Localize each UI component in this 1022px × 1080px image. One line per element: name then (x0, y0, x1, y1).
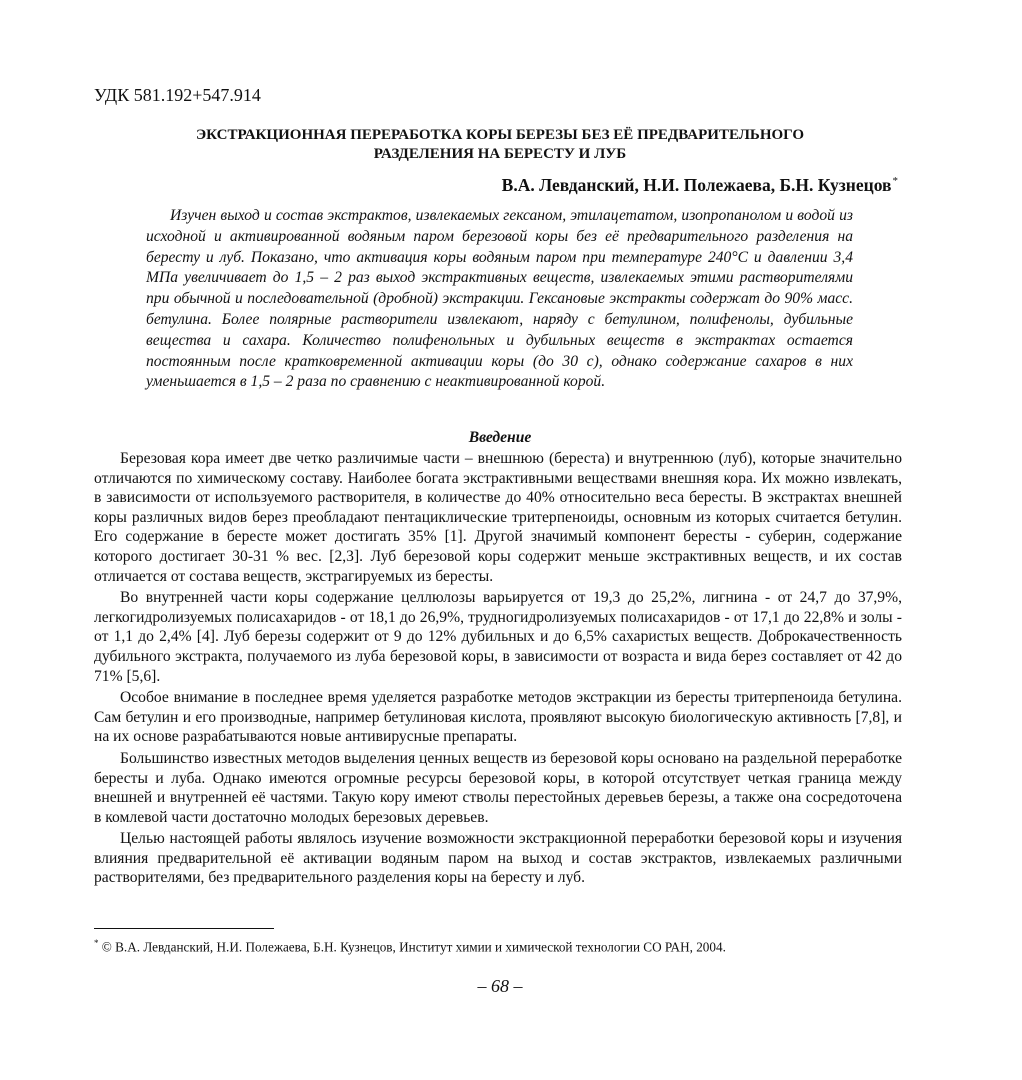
paragraph-1: Березовая кора имеет две четко различимые части – внешнюю (береста) и внутреннюю (луб), которые значительно отличаются по химическому составу. Наиболее богата экстрактивными веществами внешняя кора. Их можно извлекать, в зависимости от используемого растворителя, в количестве до 40% относительно веса бересты. В экстрактах внешней коры различных видов берез преобладают пентациклические тритерпеноиды, основным из которых считается бетулин. Его содержание в бересте может достигать 35% [1]. Другой значимый компонент бересты - суберин, содержание которого достигает 30-31 % вес. [2,3]. Луб березовой коры содержит меньше экстрактивных веществ, и их состав отличается от состава веществ, экстрагируемых из бересты. (94, 450, 902, 585)
title-line-2: РАЗДЕЛЕНИЯ НА БЕРЕСТУ И ЛУБ (373, 146, 627, 162)
authors (502, 175, 898, 196)
author-footnote-mark: * (892, 175, 898, 188)
paragraph-5: Целью настоящей работы являлось изучение возможности экстракционной переработки березовой коры и изучения влияния предварительной её активации водяным паром на выход и состав экстрактов, извлекаемых различными растворителями, без предварительного разделения коры на бересту и луб. (94, 830, 902, 887)
paragraph-4: Большинство известных методов выделения ценных веществ из березовой коры основано на раздельной переработке бересты и луба. Однако имеются огромные ресурсы березовой коры, в которой отсутствует четкая граница между внешней и внутренней её частями. Такую кору имеют стволы перестойных деревьев березы, а также она сосредоточена в комлевой части достаточно молодых березовых деревьев. (94, 749, 902, 826)
title-line-1: ЭКСТРАКЦИОННАЯ ПЕРЕРАБОТКА КОРЫ БЕРЕЗЫ БЕЗ ЕЁ ПРЕДВАРИТЕЛЬНОГО (195, 127, 805, 143)
footnote (94, 938, 726, 955)
paragraph-3: Особое внимание в последнее время уделяется разработке методов экстракции из бересты тритерпеноида бетулина. Сам бетулин и его производные, например бетулиновая кислота, проявляют высокую биологическую активность [7,8], и на их основе разрабатываются новые антивирусные препараты. (94, 689, 902, 746)
udk-code: УДК 581.192+547.914 (94, 85, 261, 105)
footnote-divider (94, 928, 274, 929)
abstract: Изучен выход и состав экстрактов, извлекаемых гексаном, этилацетатом, изопропанолом и водой из исходной и активированной водяным паром березовой коры без её предварительного разделения на бересту и луб. Показано, что активация коры водяным паром при температуре 240°С и давлении 3,4 МПа увеличивает до 1,5 – 2 раз выход экстрактивных веществ, извлекаемых этими растворителями при обычной и последовательной (дробной) экстракции. Гексановые экстракты содержат до 90% масс. бетулина. Более полярные растворители извлекают, наряду с бетулином, полифенолы, дубильные вещества и сахара. Количество полифенольных и дубильных веществ в экстрактах остается постоянным после кратковременной активации коры (до 30 с), однако содержание сахаров в них уменьшается в 1,5 – 2 раза по сравнению с неактивированной корой. (146, 207, 853, 391)
paragraph-2: Во внутренней части коры содержание целлюлозы варьируется от 19,3 до 25,2%, лигнина - от 24,7 до 37,9%, легкогидролизуемых полисахаридов - от 18,1 до 26,9%, трудногидролизуемых полисахаридов - от 17,1 до 22,8% и золы - от 1,1 до 2,4% [4]. Луб березы содержит от 9 до 12% дубильных и до 6,5% сахаристых веществ. Доброкачественность дубильного экстракта, получаемого из луба березовой коры, в зависимости от возраста и вида берез составляет от 42 до 71% [5,6]. (94, 589, 902, 685)
author-names: В.А. Левданский, Н.И. Полежаева, Б.Н. Кузнецов (501, 175, 892, 195)
article-title (120, 126, 880, 164)
section-heading-introduction: Введение (468, 429, 532, 446)
page-number: – 68 – (477, 976, 523, 996)
footnote-text: © В.А. Левданский, Н.И. Полежаева, Б.Н. Кузнецов, Институт химии и химической технологии СО РАН, 2004. (101, 939, 726, 955)
footnote-mark: * (94, 938, 99, 948)
introduction-body (94, 449, 902, 890)
